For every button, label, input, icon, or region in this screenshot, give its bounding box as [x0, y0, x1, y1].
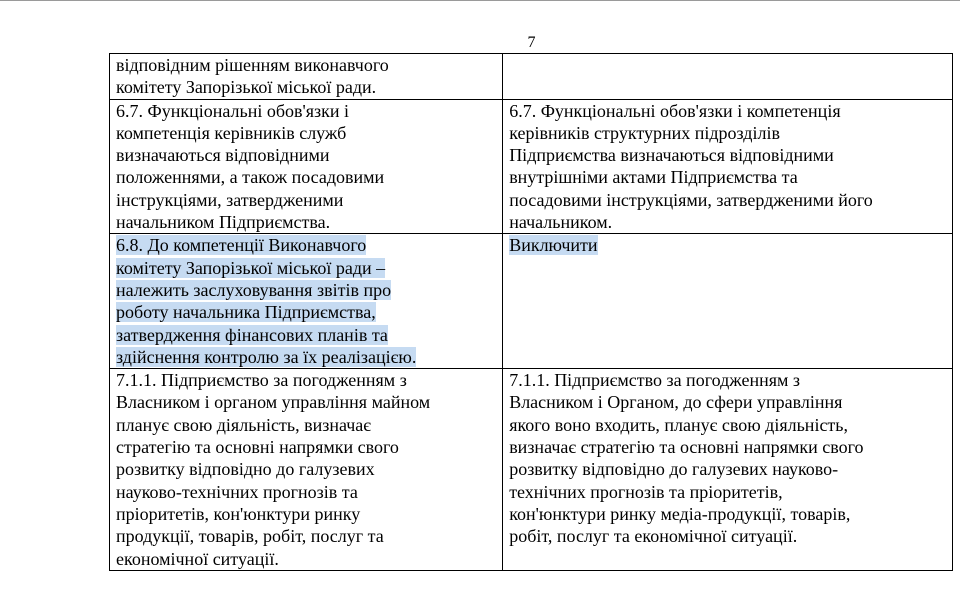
selected-text[interactable]: 6.8. До компетенції Виконавчого комітету Запорізької міської ради – належить заслуховування звітів про роботу начальника Підприємства, затвердження фінансових планів та здійснення контролю за їх реалізацією. — [116, 235, 417, 367]
table-row — [110, 234, 953, 369]
header-rule — [0, 0, 960, 1]
cell-proposed-text[interactable] — [503, 54, 953, 100]
cell-proposed-text[interactable]: 7.1.1. Підприємство за погодженням з Власником і Органом, до сфери управління якого воно входить, планує свою діяльність, визначає стратегію та основні напрямки свого розвитку відповідно до галузевих науково- технічних прогнозів та пріоритетів, кон'юнктури ринку медіа-продукції, товарів, робіт, послуг та економічної ситуації. — [503, 369, 953, 571]
selected-text[interactable]: Виключити — [509, 235, 598, 256]
cell-current-text[interactable]: 6.7. Функціональні обов'язки і компетенція керівників служб визначаються відповідними положеннями, а також посадовими інструкціями, затвердженими начальником Підприємства. — [110, 99, 503, 234]
table-row — [110, 99, 953, 234]
cell-current-text[interactable] — [110, 234, 503, 369]
cell-proposed-text[interactable]: 6.7. Функціональні обов'язки і компетенція керівників структурних підрозділів Підприємства визначаються відповідними внутрішніми актами Підприємства та посадовими інструкціями, затвердженими його начальником. — [503, 99, 953, 234]
table-row — [110, 54, 953, 100]
cell-current-text[interactable]: 7.1.1. Підприємство за погодженням з Власником і органом управління майном планує свою діяльність, визначає стратегію та основні напрямки свого розвитку відповідно до галузевих науково-технічних прогнозів та пріоритетів, кон'юнктури ринку продукції, товарів, робіт, послуг та економічної ситуації. — [110, 369, 503, 571]
comparison-table — [109, 53, 953, 571]
cell-current-text[interactable]: відповідним рішенням виконавчого комітету Запорізької міської ради. — [110, 54, 503, 100]
cell-proposed-text[interactable] — [503, 234, 953, 369]
page-number: 7 — [527, 34, 536, 51]
table-row — [110, 369, 953, 571]
